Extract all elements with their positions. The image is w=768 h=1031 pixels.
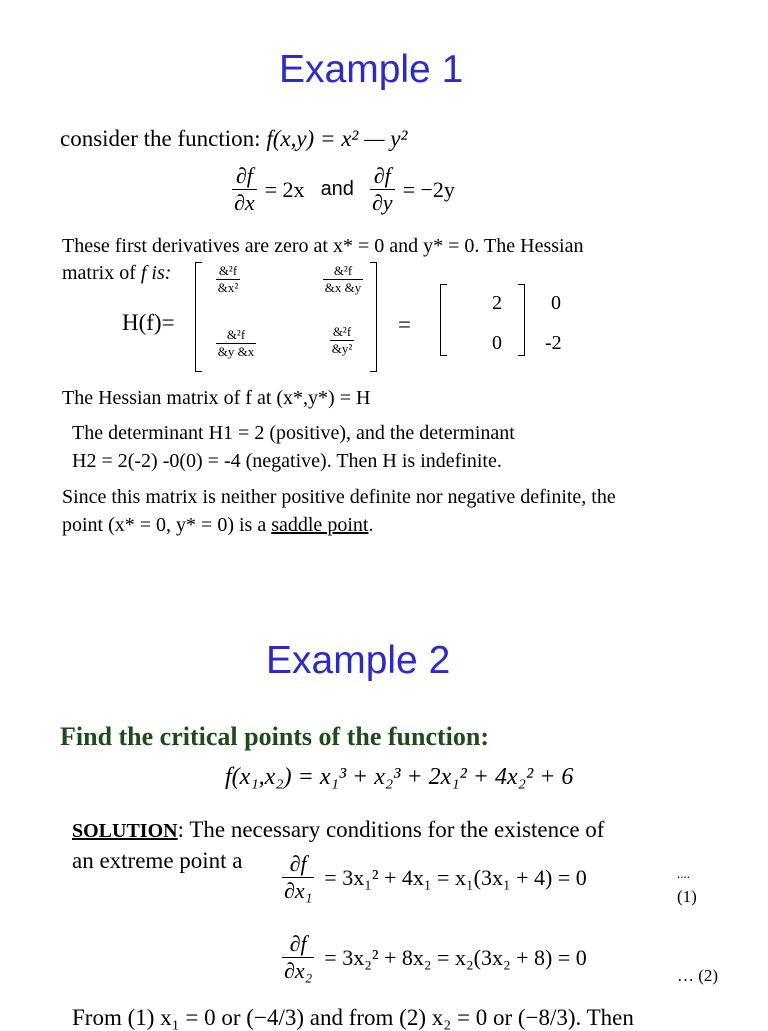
solution-label: SOLUTION (72, 820, 178, 842)
solution-text: : The necessary conditions for the existence of (177, 817, 605, 842)
h11-numerator: &²f (218, 263, 238, 278)
example2-function: f(x₁,x₂) = x₁³ + x₂³ + 2x₁² + 4x₂² + 6 (225, 764, 574, 790)
determinant-line-1: The determinant H1 = 2 (positive), and the determinant (72, 422, 515, 444)
h21-cell (208, 327, 264, 360)
partial-fy-numerator: ∂f (373, 163, 391, 188)
partial-fx-denominator: ∂x (234, 190, 255, 215)
h12-numerator: &²f (333, 263, 353, 278)
h11-denominator: &x² (217, 280, 239, 295)
since-line-1: Since this matrix is neither positive definite nor negative definite, the (62, 486, 616, 508)
h21-numerator: &²f (226, 327, 246, 342)
m11: 2 (492, 292, 502, 314)
matrix-of-f-text (62, 262, 171, 285)
partial-fy-fraction (370, 163, 395, 216)
hessian-at-point-text: The Hessian matrix of f at (x*,y*) = H (62, 387, 371, 409)
example1-title: Example 1 (279, 48, 464, 91)
since-line-2-suffix: . (368, 514, 374, 536)
and-word: and (320, 178, 354, 200)
matrix-of-f: f is: (140, 262, 172, 284)
first-derivatives (232, 163, 455, 216)
partial-fy-rhs: = −2y (402, 176, 455, 202)
h22-fraction (330, 324, 355, 357)
eq2-denominator: ∂x₂ (284, 958, 313, 983)
eq1-rhs: = 3x₁² + 4x₁ = x₁(3x₁ + 4) = 0 (324, 864, 587, 890)
eq1-denominator: ∂x₁ (284, 878, 313, 903)
hessian-right-bracket (370, 262, 377, 372)
h12-fraction (323, 263, 363, 296)
solution-line-2: an extreme point a (72, 848, 243, 873)
h12-denominator: &x &y (324, 280, 362, 295)
matrix-of-prefix: matrix of (62, 262, 141, 284)
m21: 0 (492, 332, 502, 354)
example2-title: Example 2 (266, 639, 451, 682)
numeric-right-bracket (518, 284, 525, 356)
eq1-tag: (1) (677, 887, 697, 906)
h22-numerator: &²f (332, 324, 352, 339)
since-line-2 (62, 514, 373, 537)
eq1-dots: .... (677, 866, 690, 881)
bottom-line: From (1) x₁ = 0 or (−4/3) and from (2) x₂ = 0 or (−8/3). Then (72, 1005, 634, 1030)
partial-fy-denominator: ∂y (371, 190, 393, 215)
eq2-rhs: = 3x₂² + 8x₂ = x₂(3x₂ + 8) = 0 (324, 944, 587, 970)
partial-fx-fraction (232, 163, 257, 216)
h12-cell (318, 263, 368, 296)
h21-fraction (216, 327, 256, 360)
m22: -2 (545, 332, 562, 354)
hessian-label: H(f)= (122, 310, 175, 335)
partial-fx-numerator: ∂f (235, 163, 253, 188)
saddle-point-term: saddle point (271, 514, 369, 536)
h11-cell (208, 263, 248, 296)
h21-denominator: &y &x (217, 344, 255, 359)
matrix-equals: = (398, 312, 411, 337)
m12: 0 (551, 292, 561, 314)
eq1-numerator: ∂f (289, 851, 307, 876)
eq1-fraction (282, 851, 314, 904)
h11-fraction (216, 263, 241, 296)
function-f: f(x,y) = x² — y² (266, 126, 408, 151)
numeric-left-bracket (440, 284, 447, 356)
determinant-line-2: H2 = 2(-2) -0(0) = -4 (negative). Then H is indefinite. (72, 450, 502, 472)
h22-denominator: &y² (331, 341, 353, 356)
hessian-left-bracket (195, 262, 202, 372)
eq2-numerator: ∂f (289, 931, 307, 956)
equation-2 (282, 931, 587, 984)
equation-1 (282, 851, 587, 904)
since-line-2-prefix: point (x* = 0, y* = 0) is a (62, 514, 272, 536)
h22-cell (320, 324, 364, 357)
consider-prefix: consider the function: (60, 126, 267, 151)
eq2-fraction (282, 931, 314, 984)
partial-fx-rhs: = 2x (264, 176, 305, 202)
eq2-tag: … (2) (677, 966, 719, 985)
example2-heading: Find the critical points of the function: (60, 722, 489, 751)
first-derivatives-zero-text: These first derivatives are zero at x* = 0 and y* = 0. The Hessian (62, 235, 584, 257)
consider-line (60, 126, 407, 152)
solution-line-1 (72, 817, 604, 843)
